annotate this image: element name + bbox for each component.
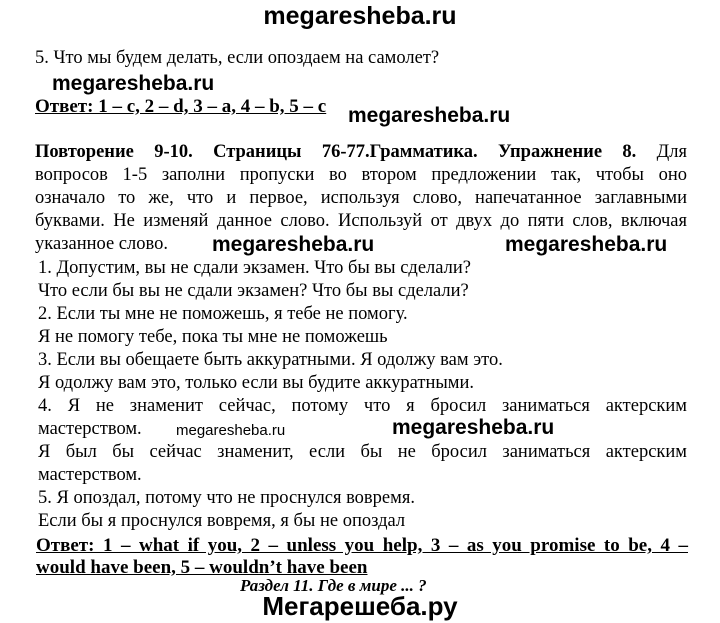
watermark: megaresheba.ru [212, 233, 375, 256]
item-4-rewritten-line-1: Я был бы сейчас знаменит, если бы не бросил заниматься актерским [38, 442, 687, 462]
item-1-original: 1. Допустим, вы не сдали экзамен. Что бы вы сделали? [38, 258, 472, 278]
exercise-heading-line-4: буквами. Не изменяй данное слово. Используй от двух до пяти слов, включая [35, 211, 687, 231]
item-5-rewritten: Если бы я проснулся вовремя, я бы не опоздал [38, 511, 406, 531]
watermark-small: megaresheba.ru [176, 422, 286, 439]
answer-2-line-2: would have been, 5 – wouldn’t have been [36, 557, 368, 578]
watermark: megaresheba.ru [348, 104, 511, 127]
next-section-title-cutoff: Раздел 11. Где в мире ... ? [240, 576, 427, 595]
answer-2-line-1: Ответ: 1 – what if you, 2 – unless you help, 3 – as you promise to be, 4 – [36, 535, 688, 556]
watermark: megaresheba.ru [52, 72, 215, 95]
item-3-rewritten: Я одолжу вам это, только если вы будите аккуратными. [38, 373, 475, 393]
site-footer-watermark: Мегарешеба.ру [262, 591, 458, 621]
exercise-heading-rest: Для [656, 142, 688, 162]
item-3-original: 3. Если вы обещаете быть аккуратными. Я одолжу вам это. [38, 350, 503, 370]
item-4-rewritten-line-2: мастерством. [38, 465, 142, 485]
item-4-original-line-2: мастерством. [38, 419, 142, 439]
item-4-original-line-1: 4. Я не знаменит сейчас, потому что я бросил заниматься актерским [38, 396, 687, 416]
exercise-heading-bold: Повторение 9-10. Страницы 76-77.Грамматика. Упражнение 8. [35, 142, 637, 162]
exercise-heading-line-2: вопросов 1-5 заполни пропуски во втором предложении так, чтобы оно [35, 165, 687, 185]
answer-1: Ответ: 1 – c, 2 – d, 3 – a, 4 – b, 5 – c [35, 96, 327, 117]
item-2-original: 2. Если ты мне не поможешь, я тебе не помогу. [38, 304, 408, 324]
exercise-heading-line-1 [35, 142, 687, 163]
question-5-previous: 5. Что мы будем делать, если опоздаем на самолет? [35, 48, 440, 68]
exercise-heading-line-3: означало то же, что и первое, используя слово, напечатанное заглавными [35, 188, 687, 208]
exercise-heading-line-5: указанное слово. [35, 234, 168, 254]
item-1-rewritten: Что если бы вы не сдали экзамен? Что бы вы сделали? [38, 281, 469, 301]
watermark: megaresheba.ru [392, 416, 555, 439]
site-header-watermark: megaresheba.ru [263, 2, 457, 30]
item-5-original: 5. Я опоздал, потому что не проснулся вовремя. [38, 488, 415, 508]
watermark: megaresheba.ru [505, 233, 668, 256]
item-2-rewritten: Я не помогу тебе, пока ты мне не поможешь [38, 327, 388, 347]
